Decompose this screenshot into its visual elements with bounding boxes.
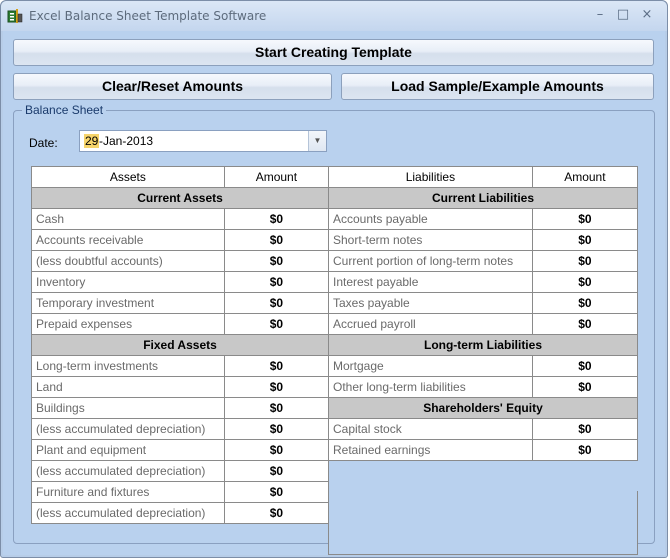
row-label: Prepaid expenses [32, 314, 225, 335]
table-row [329, 440, 638, 461]
table-row [32, 251, 329, 272]
current-liabilities-title: Current Liabilities [329, 188, 638, 209]
table-row [32, 377, 329, 398]
amount-cell[interactable]: $0 [224, 209, 328, 230]
amount-cell[interactable]: $0 [532, 230, 637, 251]
table-row [32, 356, 329, 377]
table-row [32, 461, 329, 482]
amount-cell[interactable]: $0 [224, 461, 328, 482]
close-button[interactable]: × [641, 7, 653, 22]
row-label: Other long-term liabilities [329, 377, 533, 398]
assets-amount-header: Amount [224, 167, 328, 188]
clear-reset-amounts-button[interactable]: Clear/Reset Amounts [13, 73, 332, 100]
amount-cell[interactable]: $0 [532, 377, 637, 398]
table-row [32, 293, 329, 314]
row-label: Interest payable [329, 272, 533, 293]
section-row [32, 188, 329, 209]
title-bar[interactable] [1, 1, 667, 31]
row-label: Inventory [32, 272, 225, 293]
row-label: Accounts payable [329, 209, 533, 230]
liabilities-amount-header: Amount [532, 167, 637, 188]
row-label: Plant and equipment [32, 440, 225, 461]
amount-cell[interactable]: $0 [224, 419, 328, 440]
amount-cell[interactable]: $0 [532, 272, 637, 293]
table-row [329, 377, 638, 398]
table-row [32, 398, 329, 419]
date-month-year[interactable]: -Jan-2013 [99, 134, 154, 148]
amount-cell[interactable]: $0 [532, 293, 637, 314]
row-label: Accounts receivable [32, 230, 225, 251]
date-day[interactable]: 29 [85, 134, 99, 148]
section-row [329, 188, 638, 209]
amount-cell[interactable]: $0 [224, 356, 328, 377]
amount-cell[interactable]: $0 [224, 482, 328, 503]
liabilities-table [328, 166, 638, 461]
liabilities-header: Liabilities [329, 167, 533, 188]
start-creating-template-button[interactable]: Start Creating Template [13, 39, 654, 66]
assets-header-row [32, 167, 329, 188]
table-row [329, 251, 638, 272]
row-label: Capital stock [329, 419, 533, 440]
row-label: Mortgage [329, 356, 533, 377]
table-row [32, 209, 329, 230]
table-row [329, 230, 638, 251]
section-row [329, 335, 638, 356]
table-row [329, 293, 638, 314]
minimize-button[interactable]: – [596, 7, 604, 22]
table-row [329, 356, 638, 377]
row-label: Furniture and fixtures [32, 482, 225, 503]
amount-cell[interactable]: $0 [224, 503, 328, 524]
amount-cell[interactable]: $0 [224, 230, 328, 251]
row-label: Land [32, 377, 225, 398]
amount-cell[interactable]: $0 [224, 377, 328, 398]
table-row [32, 482, 329, 503]
assets-header: Assets [32, 167, 225, 188]
longterm-liabilities-title: Long-term Liabilities [329, 335, 638, 356]
shareholders-equity-title: Shareholders' Equity [329, 398, 638, 419]
table-row [329, 272, 638, 293]
section-row [32, 335, 329, 356]
liabilities-empty-area [328, 491, 638, 555]
amount-cell[interactable]: $0 [224, 293, 328, 314]
section-row [329, 398, 638, 419]
window-title: Excel Balance Sheet Template Software [29, 9, 267, 23]
app-icon [7, 8, 23, 24]
table-row [32, 440, 329, 461]
maximize-button[interactable]: □ [616, 7, 630, 22]
amount-cell[interactable]: $0 [532, 419, 637, 440]
row-label: (less accumulated depreciation) [32, 419, 225, 440]
load-sample-amounts-button[interactable]: Load Sample/Example Amounts [341, 73, 654, 100]
amount-cell[interactable]: $0 [224, 251, 328, 272]
row-label: Accrued payroll [329, 314, 533, 335]
row-label: Cash [32, 209, 225, 230]
table-row [32, 314, 329, 335]
row-label: Current portion of long-term notes [329, 251, 533, 272]
row-label: (less accumulated depreciation) [32, 461, 225, 482]
row-label: (less doubtful accounts) [32, 251, 225, 272]
table-row [329, 209, 638, 230]
row-label: Temporary investment [32, 293, 225, 314]
table-row [32, 503, 329, 524]
amount-cell[interactable]: $0 [532, 251, 637, 272]
fixed-assets-title: Fixed Assets [32, 335, 329, 356]
group-legend: Balance Sheet [22, 103, 106, 117]
amount-cell[interactable]: $0 [532, 314, 637, 335]
amount-cell[interactable]: $0 [532, 209, 637, 230]
table-row [32, 230, 329, 251]
client-area [3, 31, 665, 555]
amount-cell[interactable]: $0 [224, 314, 328, 335]
date-label: Date: [29, 136, 58, 150]
amount-cell[interactable]: $0 [224, 440, 328, 461]
row-label: Long-term investments [32, 356, 225, 377]
dropdown-arrow-icon[interactable]: ▼ [308, 131, 326, 151]
row-label: Buildings [32, 398, 225, 419]
amount-cell[interactable]: $0 [224, 272, 328, 293]
assets-table [31, 166, 329, 524]
row-label: (less accumulated depreciation) [32, 503, 225, 524]
table-row [32, 272, 329, 293]
table-row [329, 419, 638, 440]
amount-cell[interactable]: $0 [224, 398, 328, 419]
row-label: Taxes payable [329, 293, 533, 314]
amount-cell[interactable]: $0 [532, 356, 637, 377]
date-picker[interactable] [79, 130, 327, 152]
amount-cell[interactable]: $0 [532, 440, 637, 461]
table-row [32, 419, 329, 440]
liabilities-header-row [329, 167, 638, 188]
row-label: Short-term notes [329, 230, 533, 251]
table-row [329, 314, 638, 335]
current-assets-title: Current Assets [32, 188, 329, 209]
row-label: Retained earnings [329, 440, 533, 461]
